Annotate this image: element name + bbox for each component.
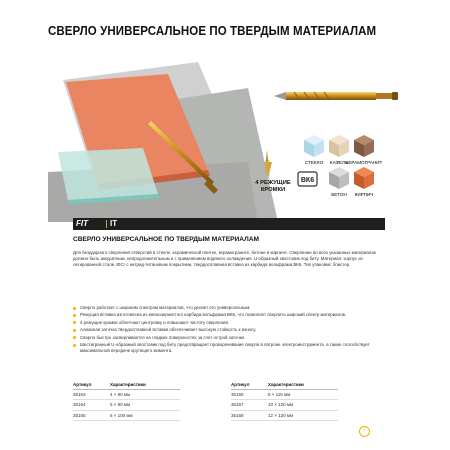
brand-sub: IT bbox=[110, 219, 118, 228]
table-row: 35167 10 × 120 мм bbox=[231, 400, 338, 411]
callout-line1: 4 РЕЖУЩИЕ bbox=[255, 180, 291, 186]
list-item: Алмазная заточка твердосплавной вставки обеспечивает высокую стойкость к износу. bbox=[73, 327, 385, 333]
vk6-badge-text: ВК6 bbox=[300, 177, 315, 184]
material-porcelain-icon bbox=[354, 135, 374, 157]
table-row: 35165 6 × 100 мм bbox=[73, 411, 180, 422]
material-concrete-icon bbox=[329, 167, 349, 189]
section-subtitle: СВЕРЛО УНИВЕРСАЛЬНОЕ ПО ТВЕРДЫМ МАТЕРИАЛАМ bbox=[73, 236, 259, 243]
table-row: 35163 4 × 90 мм bbox=[73, 390, 180, 401]
table-row: 35168 12 × 120 мм bbox=[231, 411, 338, 422]
spec-table-right bbox=[231, 382, 338, 421]
table-row: 35166 8 × 115 мм bbox=[231, 390, 338, 401]
material-tile-icon bbox=[329, 135, 349, 157]
table-header: Артикул Характеристики bbox=[73, 382, 180, 390]
material-glass-icon bbox=[304, 135, 324, 157]
bullet-icon bbox=[73, 307, 76, 310]
feature-list bbox=[73, 305, 385, 355]
brand-bar bbox=[73, 218, 385, 230]
table-header: Артикул Характеристики bbox=[231, 382, 338, 390]
arrow-up-icon: ↑ bbox=[363, 428, 366, 434]
list-item: Сверло работает с широким спектром материалов, что делает его универсальным. bbox=[73, 305, 385, 311]
bullet-icon bbox=[73, 336, 76, 339]
bullet-icon bbox=[73, 321, 76, 324]
material-label: БЕТОН bbox=[331, 192, 347, 197]
bullet-icon bbox=[73, 344, 76, 347]
material-brick-icon bbox=[354, 167, 374, 189]
bullet-icon bbox=[73, 314, 76, 317]
callout-line2: КРОМКИ bbox=[260, 187, 286, 193]
brand-separator bbox=[106, 220, 107, 228]
list-item: Сверло быстро засверливается на гладких поверхностях за счет острой заточки. bbox=[73, 335, 385, 341]
material-label: СТЕКЛО bbox=[304, 160, 324, 165]
table-row: 35164 5 × 90 мм bbox=[73, 400, 180, 411]
list-item: Режущая вставка изготовлена из мелкозернистого карбида вольфрама ВК6, что позволяет сверлить широкий спектр материалов. bbox=[73, 312, 385, 318]
material-label: КИРПИЧ bbox=[354, 192, 374, 197]
brand-logo: FIT bbox=[76, 219, 88, 228]
material-label: КЕРАМОГРАНИТ bbox=[345, 160, 383, 165]
material-label: КАФЕЛЬ bbox=[329, 160, 349, 165]
page-title: СВЕРЛО УНИВЕРСАЛЬНОЕ ПО ТВЕРДЫМ МАТЕРИАЛАМ bbox=[48, 24, 377, 38]
product-description: Для безударного сверления отверстий в стекле, керамической плитке, керамограните, бетоне и кирпиче. Сверление во всех указанных материалах должно быть аккуратным, непродолжительным и с применением водяного охлаждения. U-образный хвостовик под биту. Материал: корпус из легированной стали 40Cr с нитрид-титановым покрытием, твердосплавная вставка из карбида вольфрама ВК6. Тип упаковки: блистер. bbox=[73, 250, 376, 268]
drill-product-image bbox=[274, 92, 398, 100]
bullet-icon bbox=[73, 329, 76, 332]
product-hero-illustration bbox=[48, 52, 408, 222]
glass-sheet bbox=[58, 148, 158, 200]
spec-table-left bbox=[73, 382, 180, 421]
list-item: 4 режущие кромки облегчают центровку и повышают чистоту сверления. bbox=[73, 320, 385, 326]
scroll-top-button[interactable] bbox=[359, 426, 370, 437]
list-item: Шестигранный U-образный хвостовик под биту предотвращает проворачивание сверла в патроне электроинструмента, а также способствует максимальной передаче крутящего момента. bbox=[73, 342, 385, 354]
